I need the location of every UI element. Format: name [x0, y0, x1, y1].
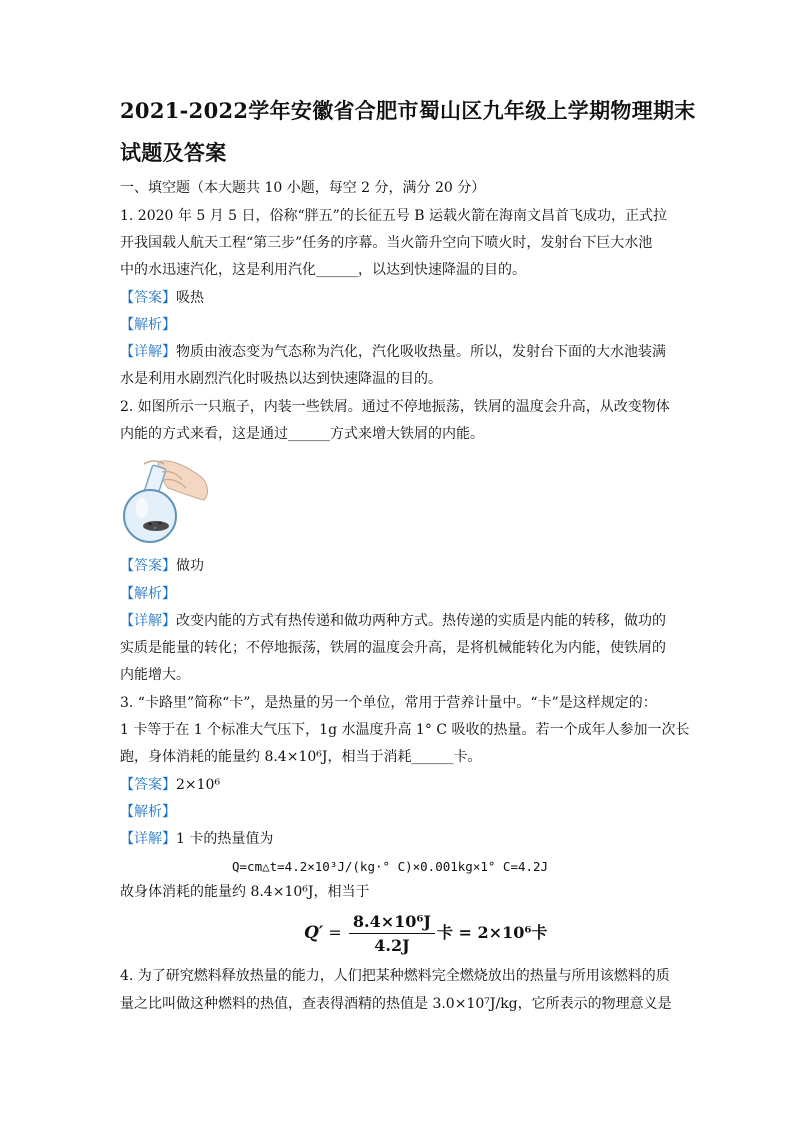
formula-lhs: Q′ — [304, 923, 324, 943]
q3-analysis-tag: 【解析】 — [120, 804, 176, 820]
detail-text: 1 卡的热量值为 — [176, 831, 274, 847]
answer-tag: 【答案】 — [120, 558, 176, 574]
q2-line1: 2. 如图所示一只瓶子，内装一些铁屑。通过不停地振荡，铁屑的温度会升高，从改变物体 — [120, 399, 670, 415]
q1-detail-line1 — [120, 342, 666, 362]
q2-line2: 内能的方式来看，这是通过______方式来增大铁屑的内能。 — [120, 426, 484, 442]
q4-line1: 4. 为了研究燃料释放热量的能力，人们把某种燃料完全燃烧放出的热量与所用该燃料的质 — [120, 968, 670, 984]
detail-text: 物质由液态变为气态称为汽化，汽化吸收热量。所以，发射台下面的大水池装满 — [176, 344, 666, 360]
doc-title-line1: 2021-2022学年安徽省合肥市蜀山区九年级上学期物理期末 — [120, 98, 696, 123]
q3-answer — [120, 775, 220, 795]
q1-answer — [120, 288, 204, 308]
q3-fraction-formula — [304, 912, 547, 955]
detail-tag: 【详解】 — [120, 344, 176, 360]
answer-text: 2×10⁶ — [176, 777, 221, 793]
q3-detail-line1 — [120, 829, 273, 849]
q2-analysis-tag: 【解析】 — [120, 586, 176, 602]
q3-line3: 跑，身体消耗的能量约 8.4×10⁶J，相当于消耗______卡。 — [120, 749, 482, 765]
q1-line2: 开我国载人航天工程“第三步”任务的序幕。当火箭升空向下喷火时，发射台下巨大水池 — [120, 235, 653, 251]
fraction-denominator: 4.2J — [374, 936, 410, 955]
section-heading: 一、填空题（本大题共 10 小题，每空 2 分，满分 20 分） — [120, 180, 486, 196]
answer-tag: 【答案】 — [120, 777, 176, 793]
detail-tag: 【详解】 — [120, 831, 176, 847]
q4-line2: 量之比叫做这种燃料的热值，查表得酒精的热值是 3.0×10⁷J/kg，它所表示的物理意义是 — [120, 996, 672, 1012]
fraction-numerator: 8.4×10⁶J — [349, 912, 435, 934]
q1-detail-line2: 水是利用水剧烈汽化时吸热以达到快速降温的目的。 — [120, 371, 442, 387]
detail-text: 改变内能的方式有热传递和做功两种方式。热传递的实质是内能的转移，做功的 — [176, 613, 666, 629]
q2-answer — [120, 556, 204, 576]
q1-analysis-tag: 【解析】 — [120, 317, 176, 333]
q3-line1: 3. “卡路里”简称“卡”，是热量的另一个单位，常用于营养计量中。“卡”是这样规定的： — [120, 695, 657, 711]
formula-equals: = — [328, 923, 342, 942]
answer-tag: 【答案】 — [120, 290, 176, 306]
q3-line2: 1 卡等于在 1 个标准大气压下，1g 水温度升高 1° C 吸收的热量。若一个成年人参加一次长 — [120, 722, 690, 738]
answer-text: 做功 — [176, 558, 204, 574]
detail-tag: 【详解】 — [120, 613, 176, 629]
formula-rhs: 卡 = 2×10⁶卡 — [436, 923, 548, 942]
formula-fraction — [349, 912, 435, 955]
q1-line1: 1. 2020 年 5 月 5 日，俗称“胖五”的长征五号 B 运载火箭在海南文昌首飞成功，正式拉 — [120, 208, 668, 224]
q3-equation: Q=cm△t=4.2×10³J/(kg·° C)×0.001kg×1° C=4.2J — [232, 859, 549, 874]
doc-title-line2: 试题及答案 — [120, 140, 227, 165]
q3-detail-line2: 故身体消耗的能量约 8.4×10⁶J，相当于 — [120, 884, 370, 900]
q2-detail-line2: 实质是能量的转化；不停地振荡，铁屑的温度会升高，是将机械能转化为内能，使铁屑的 — [120, 640, 666, 656]
answer-text: 吸热 — [176, 290, 204, 306]
q2-detail-line3: 内能增大。 — [120, 667, 190, 683]
q2-detail-line1 — [120, 611, 666, 631]
q1-line3: 中的水迅速汽化，这是利用汽化______，以达到快速降温的目的。 — [120, 262, 526, 278]
flask-with-iron-filings-figure — [120, 454, 212, 546]
